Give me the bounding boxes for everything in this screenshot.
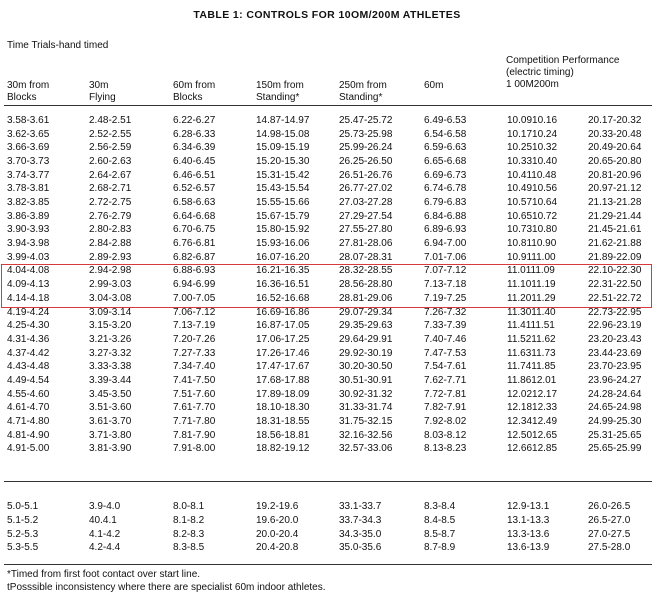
table-cell: 16.87-17.05 [256,320,310,332]
table-cell: 4.49-4.54 [7,374,50,386]
table-cell: 27.55-27.80 [339,224,393,236]
table-cell: 8.0-8.1 [173,501,205,512]
table-cell: 22.31-22.50 [588,279,642,291]
table-cell: 19.6-20.0 [256,514,299,526]
table-cell: 4.09-4.13 [7,279,50,291]
table-row [0,182,654,196]
table-cell: 7.41-7.50 [173,374,216,386]
competition-header-line1: Competition Performance [506,55,620,66]
header-rule [4,105,652,106]
table-cell: 26.51-26.76 [339,169,393,181]
competition-header-line3: 1 00M200m [506,79,559,90]
table-cell: 6.40-6.45 [173,156,216,168]
column-header-5-line1: 60m [424,80,444,91]
table-cell: 18.56-18.81 [256,429,310,441]
table-row [0,429,654,443]
table-cell: 21.45-21.61 [588,224,642,236]
table-cell: 15.43-15.54 [256,183,310,195]
table-cell: 4.61-4.70 [7,402,50,414]
table-cell: 3.39-3.44 [89,374,132,386]
table-cell: 25.31-25.65 [588,429,642,441]
table-cell: 3.04-3.08 [89,292,132,304]
table-cell: 17.68-17.88 [256,374,310,386]
column-header-0 [7,80,49,104]
table-cell: 3.78-3.81 [7,183,50,195]
table-cell: 3.15-3.20 [89,320,132,332]
table-cell: 4.25-4.30 [7,320,50,332]
table-cell: 7.61-7.70 [173,402,216,414]
table-cell: 3.70-3.73 [7,156,50,168]
table-row [0,541,654,555]
table-cell: 22.96-23.19 [588,320,642,332]
table-cell: 11.2011.29 [507,292,556,304]
section-rule [4,481,652,482]
footnote-1: *Timed from first foot contact over start line. [7,569,201,580]
table-cell: 5.0-5.1 [7,501,39,512]
table-cell: 24.28-24.64 [588,388,642,400]
table-cell: 29.35-29.63 [339,320,393,332]
table-cell: 6.74-6.78 [424,183,467,195]
table-row [0,128,654,142]
table-cell: 2.52-2.55 [89,128,132,140]
table-cell: 8.2-8.3 [173,528,205,540]
table-cell: 28.56-28.80 [339,279,393,291]
table-cell: 7.27-7.33 [173,347,216,359]
table-cell: 31.33-31.74 [339,402,393,414]
table-cell: 10.9111.00 [507,251,556,263]
table-cell: 7.26-7.32 [424,306,467,318]
table-row [0,514,654,528]
table-cell: 11.4111.51 [507,320,555,332]
table-cell: 25.65-25.99 [588,443,642,455]
table-cell: 12.1812.33 [507,402,558,414]
table-row [0,360,654,374]
table-cell: 25.99-26.24 [339,142,393,154]
table-cell: 3.45-3.50 [89,388,132,400]
table-cell: 16.07-16.20 [256,251,310,263]
table-cell: 3.71-3.80 [89,429,132,441]
table-cell: 4.37-4.42 [7,347,50,359]
table-cell: 2.72-2.75 [89,197,132,209]
table-cell: 11.3011.40 [507,306,556,318]
table-cell: 7.06-7.12 [173,306,216,318]
table-cell: 7.34-7.40 [173,361,216,373]
table-cell: 17.89-18.09 [256,388,310,400]
table-cell: 3.82-3.85 [7,197,50,209]
table-cell: 21.62-21.88 [588,238,642,250]
table-cell: 6.94-6.99 [173,279,216,291]
table-cell: 4.55-4.60 [7,388,50,400]
table-row [0,155,654,169]
table-cell: 21.89-22.09 [588,251,642,263]
table-cell: 23.96-24.27 [588,374,642,386]
column-header-1-line1: 30m [89,80,109,91]
table-cell: 11.0111.09 [507,265,555,277]
table-cell: 8.1-8.2 [173,514,205,526]
table-cell: 22.51-22.72 [588,292,642,304]
column-header-4-line1: 250m from [339,80,387,91]
table-cell: 8.5-8.7 [424,528,456,540]
table-cell: 20.65-20.80 [588,156,642,168]
table-cell: 18.82-19.12 [256,443,310,455]
table-cell: 10.6510.72 [507,210,558,222]
table-cell: 11.1011.19 [507,279,556,291]
table-cell: 7.33-7.39 [424,320,467,332]
table-cell: 11.6311.73 [507,347,556,359]
table-cell: 20.33-20.48 [588,128,642,140]
table-cell: 30.20-30.50 [339,361,393,373]
table-cell: 8.3-8.4 [424,501,456,512]
table-cell: 6.88-6.93 [173,265,216,277]
table-cell: 14.98-15.08 [256,128,310,140]
table-cell: 3.66-3.69 [7,142,50,154]
column-header-2-line1: 60m from [173,80,216,91]
table-cell: 13.6-13.9 [507,542,550,554]
column-header-2 [173,80,215,104]
table-cell: 34.3-35.0 [339,528,382,540]
table-cell: 4.14-4.18 [7,292,50,304]
column-header-3-line2: Standing* [256,92,300,103]
table-cell: 12.3412.49 [507,415,558,427]
table-cell: 32.16-32.56 [339,429,393,441]
table-cell: 3.90-3.93 [7,224,50,236]
table-cell: 7.54-7.61 [424,361,467,373]
table-cell: 3.81-3.90 [89,443,132,455]
table-cell: 33.7-34.3 [339,514,382,526]
table-cell: 28.32-28.55 [339,265,393,277]
table-row [0,333,654,347]
table-cell: 15.80-15.92 [256,224,310,236]
table-cell: 6.64-6.68 [173,210,216,222]
table-cell: 2.80-2.83 [89,224,132,236]
table-cell: 20.0-20.4 [256,528,299,540]
table-cell: 17.47-17.67 [256,361,310,373]
table-cell: 31.75-32.15 [339,415,393,427]
table-cell: 12.0212.17 [507,388,558,400]
table-cell: 6.52-6.57 [173,183,216,195]
table-cell: 6.69-6.73 [424,169,467,181]
table-cell: 19.2-19.6 [256,501,299,512]
table-cell: 16.21-16.35 [256,265,310,277]
table-cell: 2.84-2.88 [89,238,132,250]
table-cell: 30.51-30.91 [339,374,393,386]
table-cell: 6.89-6.93 [424,224,467,236]
table-cell: 27.0-27.5 [588,528,631,540]
table-row [0,401,654,415]
table-cell: 2.68-2.71 [89,183,132,195]
table-cell: 7.01-7.06 [424,251,467,263]
table-cell: 18.10-18.30 [256,402,310,414]
table-cell: 23.70-23.95 [588,361,642,373]
table-cell: 3.33-3.38 [89,361,132,373]
table-cell: 7.00-7.05 [173,292,216,304]
table-cell: 30.92-31.32 [339,388,393,400]
table-cell: 33.1-33.7 [339,501,382,512]
table-cell: 23.44-23.69 [588,347,642,359]
table-cell: 15.93-16.06 [256,238,310,250]
table-cell: 4.43-4.48 [7,361,50,373]
column-header-3 [256,80,304,104]
table-cell: 29.64-29.91 [339,333,393,345]
table-row [0,141,654,155]
table-cell: 8.3-8.5 [173,542,205,554]
table-cell: 3.74-3.77 [7,169,50,181]
table-cell: 8.4-8.5 [424,514,456,526]
table-cell: 7.72-7.81 [424,388,467,400]
column-header-4 [339,80,387,104]
table-cell: 16.36-16.51 [256,279,310,291]
table-cell: 7.07-7.12 [424,265,467,277]
table-cell: 6.65-6.68 [424,156,467,168]
table-row [0,319,654,333]
table-cell: 10.5710.64 [507,197,558,209]
table-cell: 3.61-3.70 [89,415,132,427]
table-cell: 7.51-7.60 [173,388,216,400]
table-row [0,528,654,542]
table-cell: 2.64-2.67 [89,169,132,181]
table-cell: 4.91-5.00 [7,443,50,455]
table-cell: 7.92-8.02 [424,415,467,427]
table-row [0,114,654,128]
table-row [0,500,654,514]
table-cell: 4.71-4.80 [7,415,50,427]
time-trials-subheader: Time Trials-hand timed [7,40,109,51]
table-cell: 3.27-3.32 [89,347,132,359]
table-cell: 22.73-22.95 [588,306,642,318]
table-cell: 26.25-26.50 [339,156,393,168]
table-cell: 2.89-2.93 [89,251,132,263]
table-cell: 4.04-4.08 [7,265,50,277]
table-cell: 6.59-6.63 [424,142,467,154]
table-row [0,374,654,388]
table-cell: 6.82-6.87 [173,251,216,263]
table-cell: 7.91-8.00 [173,443,216,455]
table-cell: 12.5012.65 [507,429,558,441]
table-cell: 13.3-13.6 [507,528,550,540]
table-cell: 17.06-17.25 [256,333,310,345]
table-cell: 7.47-7.53 [424,347,467,359]
table-cell: 6.54-6.58 [424,128,467,140]
table-cell: 5.3-5.5 [7,542,39,554]
table-row [0,210,654,224]
table-cell: 32.57-33.06 [339,443,393,455]
table-cell: 10.0910.16 [507,115,558,126]
table-cell: 2.48-2.51 [89,115,132,126]
table-cell: 2.99-3.03 [89,279,132,291]
table-cell: 27.03-27.28 [339,197,393,209]
table-cell: 3.21-3.26 [89,333,132,345]
table-cell: 10.3310.40 [507,156,558,168]
table-cell: 2.94-2.98 [89,265,132,277]
table-cell: 6.49-6.53 [424,115,467,126]
table-cell: 24.65-24.98 [588,402,642,414]
table-cell: 24.99-25.30 [588,415,642,427]
table-cell: 27.5-28.0 [588,542,631,554]
table-cell: 2.56-2.59 [89,142,132,154]
table-cell: 3.9-4.0 [89,501,121,512]
table-row [0,237,654,251]
table-row [0,223,654,237]
table-cell: 8.7-8.9 [424,542,456,554]
table-cell: 4.2-4.4 [89,542,121,554]
column-header-5 [424,80,443,92]
table-cell: 7.71-7.80 [173,415,216,427]
column-header-0-line1: 30m from [7,80,50,91]
table-cell: 20.17-20.32 [588,115,642,126]
table-cell: 16.52-16.68 [256,292,310,304]
table-cell: 7.82-7.91 [424,402,467,414]
table-cell: 7.81-7.90 [173,429,216,441]
table-cell: 3.86-3.89 [7,210,50,222]
column-header-3-line1: 150m from [256,80,304,91]
table-cell: 20.97-21.12 [588,183,642,195]
table-cell: 3.94-3.98 [7,238,50,250]
table-cell: 16.69-16.86 [256,306,310,318]
table-cell: 35.0-35.6 [339,542,382,554]
highlighted-rows-box [1,264,652,308]
table-row [0,347,654,361]
table-cell: 21.13-21.28 [588,197,642,209]
table-cell: 20.81-20.96 [588,169,642,181]
table-cell: 28.81-29.06 [339,292,393,304]
table-cell: 7.20-7.26 [173,333,216,345]
table-cell: 15.31-15.42 [256,169,310,181]
table-cell: 26.0-26.5 [588,501,631,512]
table-cell: 2.76-2.79 [89,210,132,222]
table-cell: 28.07-28.31 [339,251,393,263]
table-cell: 11.7411.85 [507,361,556,373]
competition-header-line2: (electric timing) [506,67,574,78]
table-cell: 6.34-6.39 [173,142,216,154]
table-cell: 4.1-4.2 [89,528,121,540]
table-cell: 25.73-25.98 [339,128,393,140]
table-cell: 23.20-23.43 [588,333,642,345]
table-row [0,442,654,456]
table-cell: 26.77-27.02 [339,183,393,195]
table-cell: 15.09-15.19 [256,142,310,154]
column-header-1 [89,80,116,104]
table-cell: 40.4.1 [89,514,117,526]
table-row [0,251,654,265]
table-cell: 27.29-27.54 [339,210,393,222]
table-cell: 4.19-4.24 [7,306,50,318]
table-row [0,388,654,402]
table-cell: 10.1710.24 [507,128,558,140]
table-cell: 3.58-3.61 [7,115,50,126]
table-cell: 25.47-25.72 [339,115,393,126]
table-cell: 3.99-4.03 [7,251,50,263]
table-cell: 4.31-4.36 [7,333,50,345]
table-row [0,169,654,183]
table-cell: 7.19-7.25 [424,292,467,304]
table-cell: 22.10-22.30 [588,265,642,277]
table-cell: 6.84-6.88 [424,210,467,222]
table-cell: 4.81-4.90 [7,429,50,441]
table-cell: 8.13-8.23 [424,443,467,455]
column-header-4-line2: Standing* [339,92,383,103]
table-title: TABLE 1: CONTROLS FOR 10OM/200M ATHLETES [193,9,461,21]
table-cell: 5.1-5.2 [7,514,39,526]
column-header-0-line2: Blocks [7,92,37,103]
table-cell: 2.60-2.63 [89,156,132,168]
table-cell: 10.7310.80 [507,224,558,236]
column-header-2-line2: Blocks [173,92,203,103]
table-cell: 27.81-28.06 [339,238,393,250]
table-cell: 20.49-20.64 [588,142,642,154]
table-cell: 29.92-30.19 [339,347,393,359]
table-cell: 7.13-7.18 [424,279,467,291]
table-cell: 6.94-7.00 [424,238,467,250]
table-cell: 6.79-6.83 [424,197,467,209]
table-row [0,196,654,210]
footer-rule [4,564,652,565]
table-cell: 17.26-17.46 [256,347,310,359]
table-cell: 14.87-14.97 [256,115,310,126]
table-cell: 6.70-6.75 [173,224,216,236]
footnote-2: tPosssible inconsistency where there are specialist 60m indoor athletes. [7,582,326,593]
table-cell: 3.62-3.65 [7,128,50,140]
table-cell: 6.22-6.27 [173,115,216,126]
table-cell: 29.07-29.34 [339,306,393,318]
table-cell: 26.5-27.0 [588,514,631,526]
table-cell: 6.76-6.81 [173,238,216,250]
table-cell: 3.09-3.14 [89,306,132,318]
table-cell: 8.03-8.12 [424,429,467,441]
table-cell: 11.8612.01 [507,374,557,386]
table-cell: 10.4110.48 [507,169,557,181]
table-cell: 15.67-15.79 [256,210,310,222]
table-cell: 6.28-6.33 [173,128,216,140]
table-cell: 12.6612.85 [507,443,558,455]
table-cell: 7.40-7.46 [424,333,467,345]
table-cell: 20.4-20.8 [256,542,299,554]
table-cell: 12.9-13.1 [507,501,550,512]
table-row [0,415,654,429]
table-cell: 3.51-3.60 [89,402,132,414]
table-cell: 15.55-15.66 [256,197,310,209]
table-cell: 15.20-15.30 [256,156,310,168]
table-cell: 10.4910.56 [507,183,558,195]
table-cell: 21.29-21.44 [588,210,642,222]
table-cell: 6.46-6.51 [173,169,216,181]
table-cell: 10.8110.90 [507,238,557,250]
table-cell: 13.1-13.3 [507,514,550,526]
column-header-1-line2: Flying [89,92,116,103]
table-cell: 7.13-7.19 [173,320,216,332]
table-cell: 11.5211.62 [507,333,556,345]
table-cell: 5.2-5.3 [7,528,39,540]
table-cell: 10.2510.32 [507,142,558,154]
competition-header [506,55,651,91]
table-cell: 7.62-7.71 [424,374,467,386]
table-cell: 6.58-6.63 [173,197,216,209]
table-cell: 18.31-18.55 [256,415,310,427]
